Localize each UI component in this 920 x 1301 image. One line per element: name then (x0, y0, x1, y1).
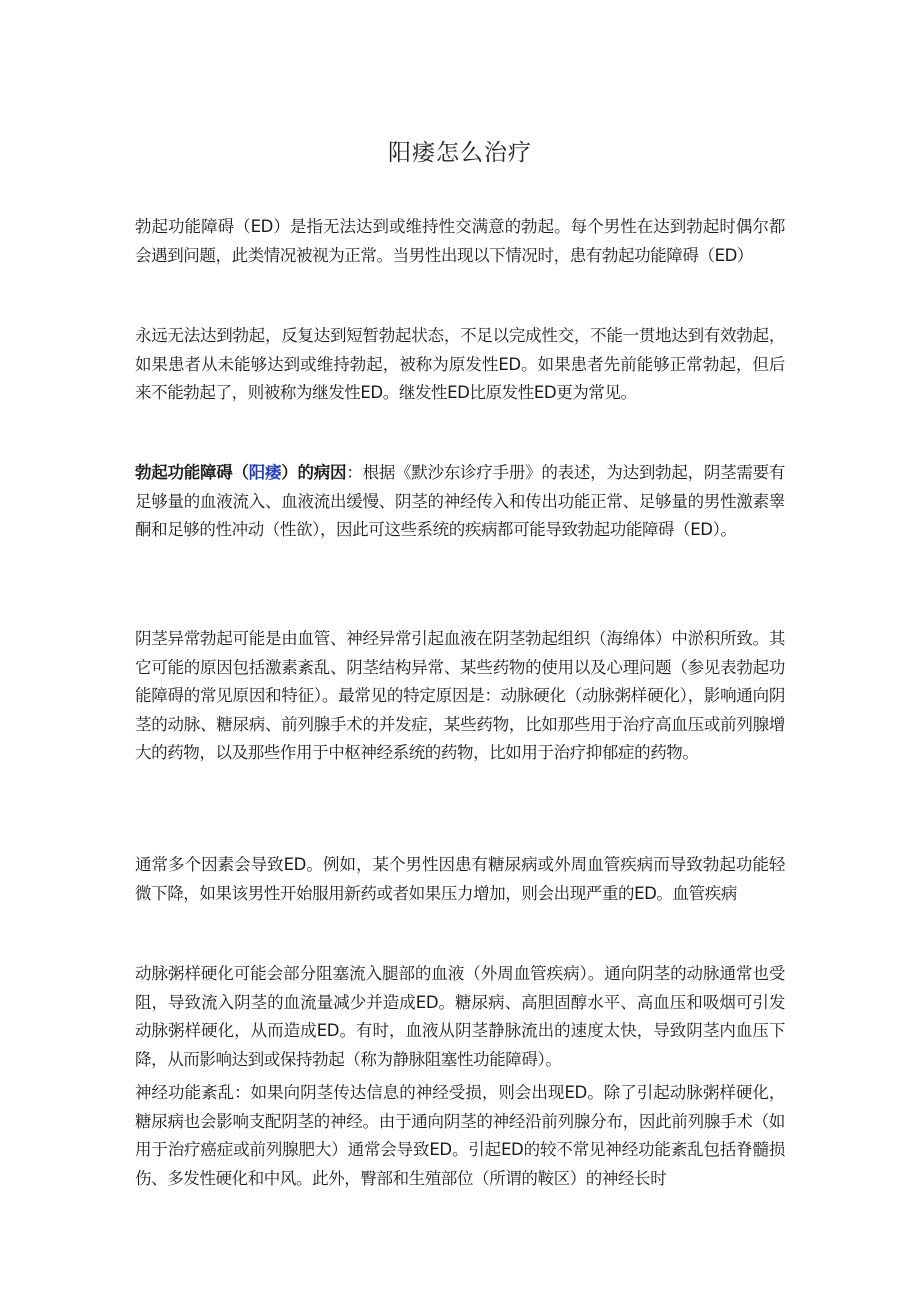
paragraph-primary-secondary-ed: 永远无法达到勃起，反复达到短暂勃起状态，不足以完成性交，不能一贯地达到有效勃起，如果患者从未能够达到或维持勃起，被称为原发性ED。如果患者先前能够正常勃起，但后来不能勃起了，则被称为继发性ED。继发性ED比原发性ED更为常见。 (135, 326, 785, 402)
causes-heading-start: 勃起功能障碍（ (135, 463, 249, 482)
paragraph-ed-causes (135, 459, 785, 545)
paragraph-ed-definition: 勃起功能障碍（ED）是指无法达到或维持性交满意的勃起。每个男性在达到勃起时偶尔都会遇到问题，此类情况被视为正常。当男性出现以下情况时，患有勃起功能障碍（ED） (135, 217, 785, 265)
paragraph-neurological-disorders: 神经功能紊乱：如果向阴茎传达信息的神经受损，则会出现ED。除了引起动脉粥样硬化，糖尿病也会影响支配阴茎的神经。由于通向阴茎的神经沿前列腺分布，因此前列腺手术（如用于治疗癌症或前列腺肥大）通常会导致ED。引起ED的较不常见神经功能紊乱包括脊髓损伤、多发性硬化和中风。此外，臀部和生殖部位（所谓的鞍区）的神经长时 (135, 1083, 785, 1188)
paragraph-vascular-disease: 动脉粥样硬化可能会部分阻塞流入腿部的血液（外周血管疾病）。通向阴茎的动脉通常也受阻，导致流入阴茎的血流量减少并造成ED。糖尿病、高胆固醇水平、高血压和吸烟可引发动脉粥样硬化，从而造成ED。有时，血液从阴茎静脉流出的速度太快，导致阴茎内血压下降，从而影响达到或保持勃起（称为静脉阻塞性功能障碍）。 (135, 964, 785, 1069)
paragraph-common-causes: 阴茎异常勃起可能是由血管、神经异常引起血液在阴茎勃起组织（海绵体）中淤积所致。其它可能的原因包括激素紊乱、阴茎结构异常、某些药物的使用以及心理问题（参见表勃起功能障碍的常见原因和特征）。最常见的特定原因是：动脉硬化（动脉粥样硬化），影响通向阴茎的动脉、糖尿病、前列腺手术的并发症，某些药物，比如那些用于治疗高血压或前列腺增大的药物，以及那些作用于中枢神经系统的药物，比如用于治疗抑郁症的药物。 (135, 629, 785, 762)
paragraph-multiple-factors: 通常多个因素会导致ED。例如，某个男性因患有糖尿病或外周血管疾病而导致勃起功能轻微下降，如果该男性开始服用新药或者如果压力增加，则会出现严重的ED。血管疾病 (135, 855, 785, 903)
impotence-link[interactable]: 阳痿 (248, 463, 282, 482)
causes-heading-end: ）的病因 (281, 463, 347, 482)
document-title: 阳痿怎么治疗 (388, 140, 532, 166)
causes-body-text: ：根据《默沙东诊疗手册》的表述，为达到勃起，阴茎需要有足够量的血液流入、血液流出缓慢、阴茎的神经传入和传出功能正常、足够量的男性激素睾酮和足够的性冲动（性欲），因此可这些系统的疾病都可能导致勃起功能障碍（ED）。 (135, 463, 786, 539)
